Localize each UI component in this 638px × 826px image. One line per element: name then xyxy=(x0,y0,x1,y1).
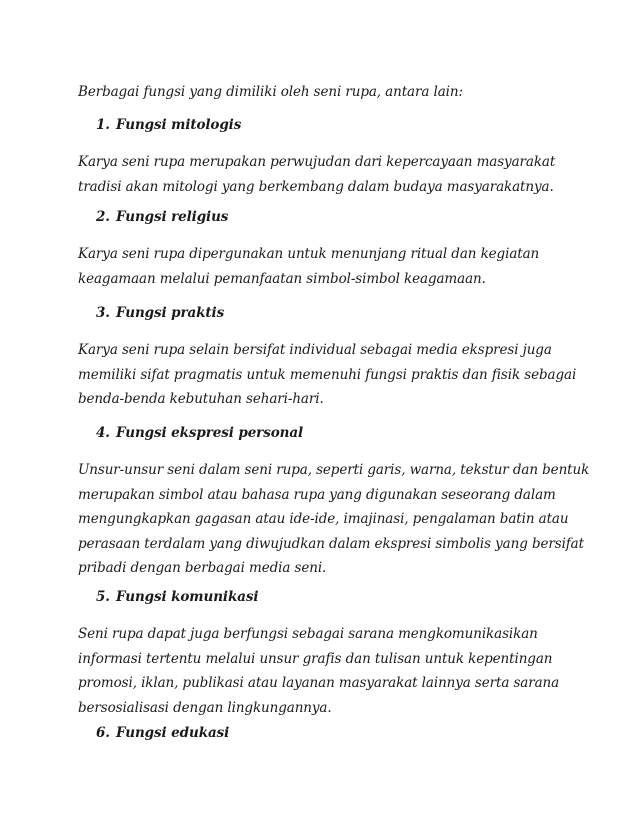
paragraph-line: pribadi dengan berbagai media seni. xyxy=(78,560,327,577)
section-heading-edukasi xyxy=(96,722,229,744)
section-number: 5. xyxy=(96,589,110,605)
paragraph-line: perasaan terdalam yang diwujudkan dalam ekspresi simbolis yang bersifat xyxy=(78,535,584,552)
section-heading-ekspresi-personal xyxy=(96,422,303,444)
section-heading-komunikasi xyxy=(96,586,258,608)
section-number: 4. xyxy=(96,425,110,441)
section-number: 3. xyxy=(96,305,110,321)
section-paragraph-religius xyxy=(78,242,578,291)
paragraph-line: Seni rupa dapat juga berfungsi sebagai sarana mengkomunikasikan xyxy=(78,626,538,642)
paragraph-line: keagamaan melalui pemanfaatan simbol-simbol keagamaan. xyxy=(78,270,486,287)
section-title: Fungsi edukasi xyxy=(116,725,230,741)
section-paragraph-komunikasi xyxy=(78,622,578,720)
section-title: Fungsi religius xyxy=(116,209,229,225)
section-number: 1. xyxy=(96,117,110,133)
paragraph-line: tradisi akan mitologi yang berkembang dalam budaya masyarakatnya. xyxy=(78,178,554,195)
section-title: Fungsi praktis xyxy=(116,305,225,321)
section-number: 2. xyxy=(96,209,110,225)
paragraph-line: promosi, iklan, publikasi atau layanan masyarakat lainnya serta sarana xyxy=(78,675,560,692)
section-heading-religius xyxy=(96,206,228,228)
section-title: Fungsi mitologis xyxy=(116,117,242,133)
section-paragraph-mitologis xyxy=(78,150,578,199)
section-number: 6. xyxy=(96,725,110,741)
paragraph-line: Unsur-unsur seni dalam seni rupa, seperti garis, warna, tekstur dan bentuk xyxy=(78,462,590,478)
section-paragraph-ekspresi-personal xyxy=(78,458,590,581)
paragraph-line: bersosialisasi dengan lingkungannya. xyxy=(78,699,332,716)
intro-text: Berbagai fungsi yang dimiliki oleh seni rupa, antara lain: xyxy=(78,84,463,100)
paragraph-line: memiliki sifat pragmatis untuk memenuhi fungsi praktis dan fisik sebagai xyxy=(78,366,577,383)
paragraph-line: Karya seni rupa merupakan perwujudan dari kepercayaan masyarakat xyxy=(78,154,556,170)
paragraph-line: benda-benda kebutuhan sehari-hari. xyxy=(78,391,324,408)
section-paragraph-praktis xyxy=(78,338,578,412)
section-title: Fungsi komunikasi xyxy=(116,589,259,605)
paragraph-line: informasi tertentu melalui unsur grafis dan tulisan untuk kepentingan xyxy=(78,650,553,667)
paragraph-line: Karya seni rupa selain bersifat individual sebagai media ekspresi juga xyxy=(78,342,552,358)
paragraph-line: Karya seni rupa dipergunakan untuk menunjang ritual dan kegiatan xyxy=(78,246,540,262)
paragraph-line: merupakan simbol atau bahasa rupa yang digunakan seseorang dalam xyxy=(78,486,556,503)
paragraph-line: mengungkapkan gagasan atau ide-ide, imajinasi, pengalaman batin atau xyxy=(78,511,569,528)
section-heading-mitologis xyxy=(96,114,241,136)
section-title: Fungsi ekspresi personal xyxy=(116,425,303,441)
section-heading-praktis xyxy=(96,302,224,324)
